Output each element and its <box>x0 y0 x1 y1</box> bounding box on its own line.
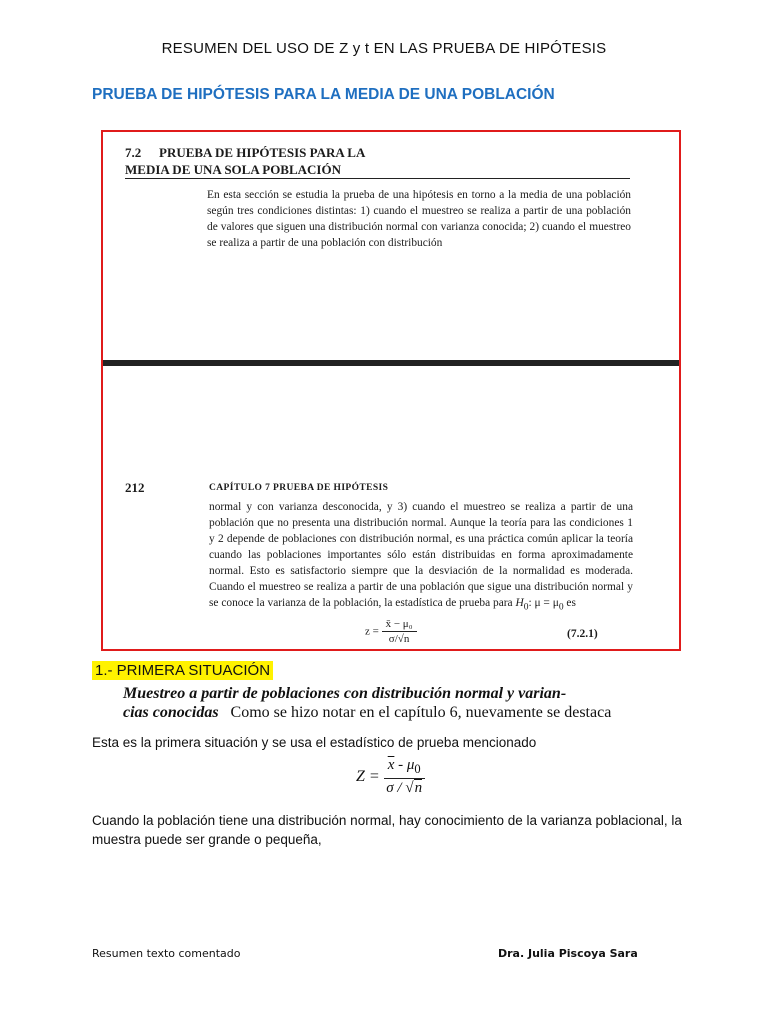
z-statistic-formula <box>356 757 425 797</box>
page-break-divider <box>103 360 679 366</box>
document-title: RESUMEN DEL USO DE Z y t EN LAS PRUEBA DE HIPÓTESIS <box>161 40 607 57</box>
x-bar-symbol: $\overline{x}$ <box>387 757 395 773</box>
situation-book-excerpt <box>123 684 623 722</box>
h0-condition: : μ = μ <box>528 597 559 609</box>
sigma-symbol: σ / <box>386 780 406 796</box>
z-formula-denominator: σ / √n <box>386 780 423 796</box>
excerpt-paragraph-2-text: normal y con varianza desconocida, y 3) cuando el muestreo se realiza a partir de una población que no presenta una distribución normal. Aunque la teoría para las condiciones 1 y 2 depende de poblaciones con distribución normal, es una práctica común aplicar la teoría cuando las poblaciones importantes sólo están distribuidas en forma aproximadamente normal. Esto es satisfactorio siempre que la desviación de la normalidad es moderada. Cuando el muestreo se realiza a partir de una población que sigue una distribución normal y se conoce la varianza de la población, la estadística de prueba para <box>209 501 633 609</box>
excerpt-formula <box>365 618 417 645</box>
mu-symbol: - μ <box>394 757 415 773</box>
excerpt-formula-numerator: x̄ − μ₀ <box>382 618 417 632</box>
situation-book-line2-bold: cias conocidas <box>123 704 219 721</box>
h0-subscript: 0 <box>523 602 529 613</box>
excerpt-formula-denominator: σ/√n <box>388 633 410 645</box>
excerpt-paragraph-2 <box>209 499 633 615</box>
mu-subscript: 0 <box>414 762 421 776</box>
excerpt-heading-rule <box>125 178 630 179</box>
excerpt-page-number: 212 <box>125 480 145 495</box>
excerpt-paragraph-2-end: es <box>563 597 576 609</box>
situation-heading: 1.- PRIMERA SITUACIÓN <box>92 661 273 680</box>
situation-body-text: Cuando la población tiene una distribución normal, hay conocimiento de la varianza poblacional, la muestra puede ser grande o pequeña, <box>92 813 682 847</box>
excerpt-heading-line1: PRUEBA DE HIPÓTESIS PARA LA <box>159 145 366 160</box>
excerpt-equation-number: (7.2.1) <box>567 628 598 640</box>
z-formula-numerator <box>384 757 425 779</box>
excerpt-heading <box>125 144 365 178</box>
excerpt-section-number: 7.2 <box>125 145 142 160</box>
mu0-subscript: 0 <box>558 602 564 613</box>
textbook-excerpt-frame <box>101 130 681 651</box>
footer-left-text: Resumen texto comentado <box>92 947 241 960</box>
excerpt-running-head: CAPÍTULO 7 PRUEBA DE HIPÓTESIS <box>209 483 389 493</box>
situation-book-line2-rest: Como se hizo notar en el capítulo 6, nuevamente se destaca <box>230 704 612 721</box>
excerpt-paragraph-1: En esta sección se estudia la prueba de una hipótesis en torno a la media de una población según tres condiciones distintas: 1) cuando el muestreo se realiza a partir de una población de valores que siguen una distribución normal con varianza conocida; 2) cuando el muestreo se realiza a partir de una población con distribución <box>207 189 631 249</box>
footer-author: Dra. Julia Piscoya Sara <box>498 947 638 960</box>
z-formula-lhs: Z = <box>356 768 380 785</box>
n-symbol: n <box>414 780 423 796</box>
section-heading: PRUEBA DE HIPÓTESIS PARA LA MEDIA DE UNA POBLACIÓN <box>92 86 555 103</box>
h0-symbol: H <box>515 597 524 609</box>
excerpt-heading-line2: MEDIA DE UNA SOLA POBLACIÓN <box>125 162 341 177</box>
situation-book-line1: Muestreo a partir de poblaciones con distribución normal y varian- <box>123 685 567 702</box>
situation-intro-text: Esta es la primera situación y se usa el estadístico de prueba mencionado <box>92 735 537 750</box>
excerpt-formula-lhs: z = <box>365 625 379 638</box>
